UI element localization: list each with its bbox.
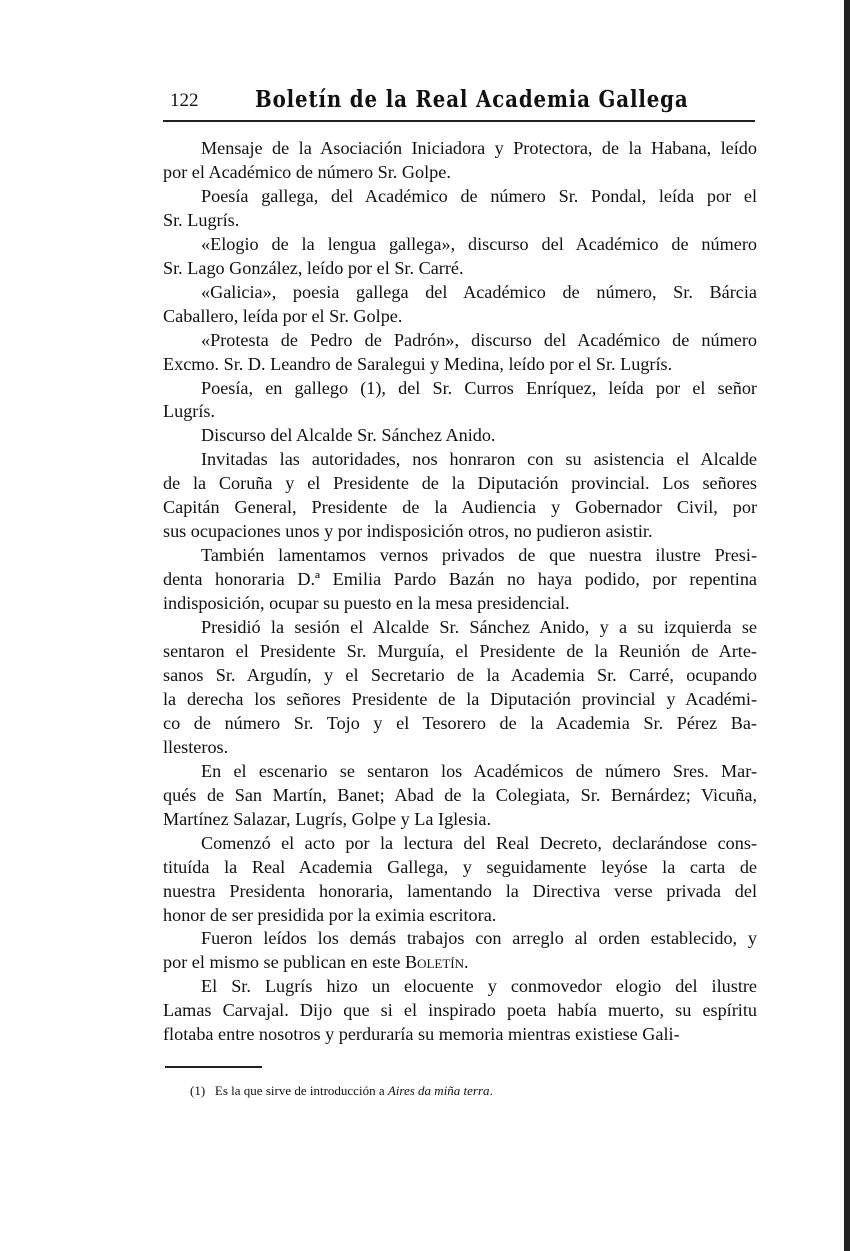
- text-line: Lamas Carvajal. Dijo que si el inspirado poeta había muerto, su espíritu: [163, 1000, 757, 1021]
- text-line: honor de ser presidida por la eximia escritora.: [163, 904, 497, 925]
- footnote-marker: (1): [190, 1083, 206, 1098]
- text-line: por el Académico de número Sr. Golpe.: [163, 161, 451, 182]
- footnote-rule: [165, 1066, 262, 1068]
- text-line: sentaron el Presidente Sr. Murguía, el Presidente de la Reunión de Arte-: [163, 641, 757, 662]
- text-line: nuestra Presidenta honoraria, lamentando la Directiva verse privada del: [163, 880, 757, 901]
- text-line: sanos Sr. Argudín, y el Secretario de la Academia Sr. Carré, ocupando: [163, 664, 757, 685]
- text-line: Lugrís.: [163, 401, 216, 422]
- footnote-work-title: Aires da miña terra: [387, 1083, 490, 1098]
- header-rule: [163, 120, 755, 122]
- text-line: la derecha los señores Presidente de la Diputación provincial y Académi-: [163, 688, 757, 709]
- text-line: «Elogio de la lengua gallega», discurso del Académico de número: [201, 233, 757, 254]
- text-line: «Galicia», poesia gallega del Académico de número, Sr. Bárcia: [201, 281, 757, 302]
- text-line: llesteros.: [163, 736, 229, 757]
- footnote-end: .: [489, 1083, 493, 1098]
- text-line: Sr. Lago González, leído por el Sr. Carré.: [163, 257, 464, 278]
- text-line: indisposición, ocupar su puesto en la mesa presidencial.: [163, 593, 570, 614]
- text-line: «Protesta de Pedro de Padrón», discurso del Académico de número: [201, 329, 757, 350]
- text-line: Discurso del Alcalde Sr. Sánchez Anido.: [201, 425, 496, 446]
- text-line: Comenzó el acto por la lectura del Real Decreto, declarándose cons-: [201, 832, 757, 853]
- text-line: tituída la Real Academia Gallega, y seguidamente leyóse la carta de: [163, 856, 757, 877]
- text-line: Poesía, en gallego (1), del Sr. Curros Enríquez, leída por el señor: [201, 377, 757, 398]
- text-line: Martínez Salazar, Lugrís, Golpe y La Iglesia.: [163, 808, 492, 829]
- text-line: Caballero, leída por el Sr. Golpe.: [163, 305, 403, 326]
- text-line: Capitán General, Presidente de la Audiencia y Gobernador Civil, por: [163, 497, 757, 518]
- text-line: Fueron leídos los demás trabajos con arreglo al orden establecido, y: [201, 928, 757, 949]
- body-text: [163, 137, 757, 1047]
- text-line: denta honoraria D.ª Emilia Pardo Bazán no haya podido, por repentina: [163, 569, 757, 590]
- footnote-text: Es la que sirve de introducción a: [214, 1083, 385, 1098]
- text-line: Sr. Lugrís.: [163, 209, 240, 230]
- text-line: Presidió la sesión el Alcalde Sr. Sánchez Anido, y a su izquierda se: [201, 617, 757, 638]
- text-line: En el escenario se sentaron los Académicos de número Sres. Mar-: [201, 760, 757, 781]
- scan-edge: [844, 0, 850, 1251]
- text-line: Excmo. Sr. D. Leandro de Saralegui y Medina, leído por el Sr. Lugrís.: [163, 353, 673, 374]
- text-line: sus ocupaciones unos y por indisposición otros, no pudieron asistir.: [163, 521, 653, 542]
- text-line: flotaba entre nosotros y perduraría su memoria mientras existiese Gali-: [163, 1024, 680, 1045]
- running-title: Boletín de la Real Academia Gallega: [255, 86, 689, 113]
- page-number: 122: [170, 90, 199, 111]
- text-line: qués de San Martín, Banet; Abad de la Colegiata, Sr. Bernárdez; Vicuña,: [163, 784, 757, 805]
- text-line: Mensaje de la Asociación Iniciadora y Protectora, de la Habana, leído: [201, 138, 757, 158]
- text-line: Invitadas las autoridades, nos honraron con su asistencia el Alcalde: [201, 449, 757, 470]
- text-line: por el mismo se publican en este Boletín.: [163, 952, 469, 973]
- text-line: También lamentamos vernos privados de que nuestra ilustre Presi-: [201, 545, 757, 566]
- footnote: [190, 1083, 493, 1099]
- text-line: co de número Sr. Tojo y el Tesorero de la Academia Sr. Pérez Ba-: [163, 712, 757, 733]
- text-line: El Sr. Lugrís hizo un elocuente y conmovedor elogio del ilustre: [201, 976, 757, 997]
- text-line: de la Coruña y el Presidente de la Diputación provincial. Los señores: [163, 473, 757, 494]
- text-line: Poesía gallega, del Académico de número Sr. Pondal, leída por el: [201, 185, 757, 206]
